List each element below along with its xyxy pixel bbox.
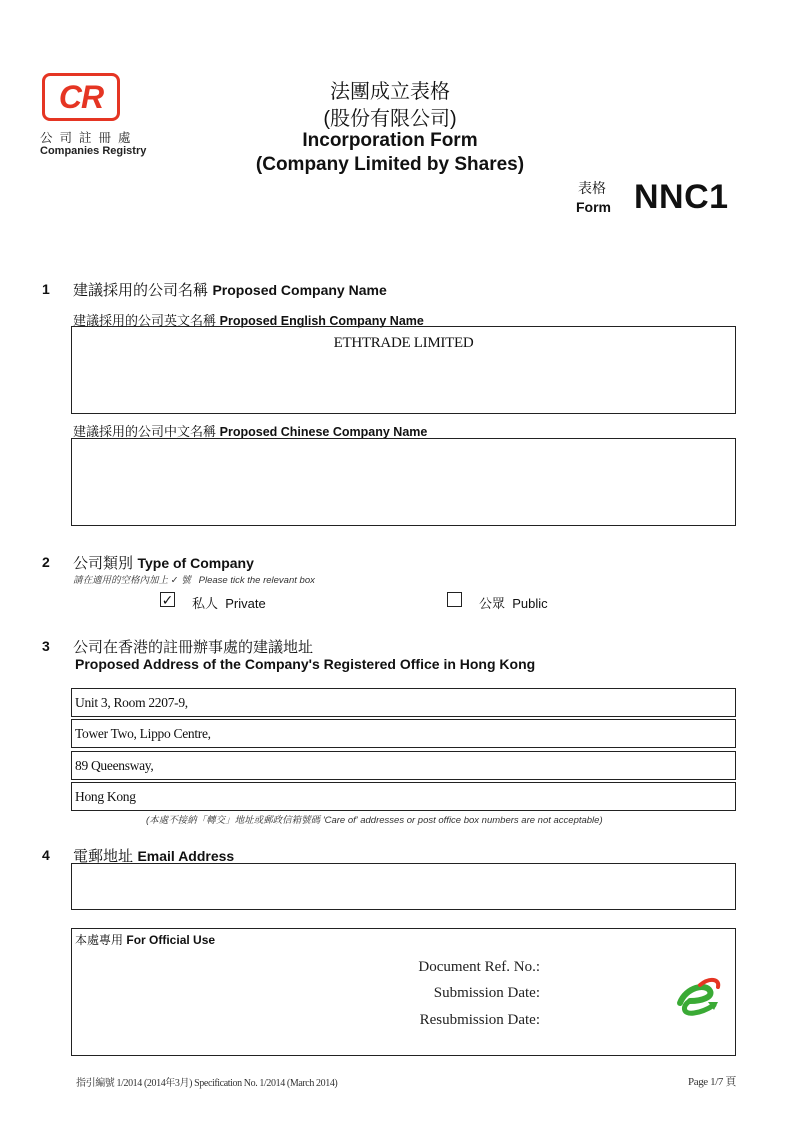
footer-page-number: Page 1/7 頁: [688, 1076, 736, 1088]
private-checkbox[interactable]: ✓: [161, 592, 174, 608]
official-use-label-cn: 本處專用: [75, 933, 124, 947]
submission-date-label: Submission Date:: [433, 985, 540, 1001]
section3-number: 3: [42, 638, 50, 654]
section1-number: 1: [42, 281, 50, 297]
chinese-name-label-en: Proposed Chinese Company Name: [219, 425, 428, 439]
public-label-cn: 公眾: [479, 596, 506, 611]
english-name-label-en: Proposed English Company Name: [219, 314, 424, 328]
document-ref-label: Document Ref. No.:: [418, 959, 540, 975]
private-label-cn: 私人: [192, 596, 219, 611]
official-use-box: [71, 928, 736, 1056]
english-name-value: ETHTRADE LIMITED: [333, 335, 474, 351]
section3-title-chinese: 公司在香港的註冊辦事處的建議地址: [73, 639, 314, 656]
address-line-3[interactable]: 89 Queensway,: [71, 751, 736, 780]
title-chinese-line1: 法團成立表格: [330, 81, 450, 103]
address-line-1[interactable]: Unit 3, Room 2207-9,: [71, 688, 736, 717]
form-label-chinese: 表格: [578, 180, 606, 196]
chinese-name-label-cn: 建議採用的公司中文名稱: [73, 424, 217, 439]
section2-number: 2: [42, 554, 50, 570]
public-checkbox[interactable]: [447, 592, 462, 607]
official-use-label-en: For Official Use: [126, 933, 216, 947]
title-chinese-line2: (股份有限公司): [323, 108, 457, 130]
section2-instruction: [73, 572, 315, 586]
english-name-field[interactable]: [71, 326, 736, 414]
instruction-chinese: 請在適用的空格內加上 ✓ 號: [73, 575, 191, 586]
address-line-4[interactable]: Hong Kong: [71, 782, 736, 811]
address-note: [146, 812, 603, 826]
section1-heading: [73, 279, 387, 300]
chinese-name-field[interactable]: [71, 438, 736, 526]
section4-number: 4: [42, 847, 50, 863]
form-code: NNC1: [634, 178, 729, 216]
section2-title-chinese: 公司類別: [73, 555, 134, 572]
private-option-label: [192, 593, 266, 612]
address-note-en: 'Care of' addresses or post office box numbers are not acceptable): [322, 815, 603, 826]
section1-title-chinese: 建議採用的公司名稱: [73, 282, 209, 299]
public-label-en: Public: [512, 596, 548, 611]
section3-title-english: Proposed Address of the Company's Registered Office in Hong Kong: [75, 656, 536, 672]
form-label-english: Form: [576, 199, 611, 215]
cr-logo-letters: CR: [58, 78, 104, 115]
section2-heading: [73, 552, 254, 573]
title-english-line2: (Company Limited by Shares): [255, 154, 525, 175]
address-line-2[interactable]: Tower Two, Lippo Centre,: [71, 719, 736, 748]
official-use-label: [75, 931, 215, 948]
section4-title-english: Email Address: [137, 848, 235, 864]
private-label-en: Private: [225, 596, 266, 611]
public-option-label: [479, 593, 548, 612]
title-english-line1: Incorporation Form: [302, 130, 478, 151]
footer-specification: 指引編號 1/2014 (2014年3月) Specification No. 1/2014 (March 2014): [76, 1078, 338, 1089]
e-filing-icon: [672, 975, 724, 1019]
logo-english-name: Companies Registry: [40, 145, 147, 157]
instruction-english: Please tick the relevant box: [198, 575, 315, 586]
section2-title-english: Type of Company: [137, 555, 254, 571]
address-note-cn: (本處不接納「轉交」地址或郵政信箱號碼: [146, 815, 321, 826]
section1-title-english: Proposed Company Name: [212, 282, 387, 298]
section4-title-chinese: 電郵地址: [73, 848, 134, 865]
email-field[interactable]: [71, 863, 736, 910]
english-name-label-cn: 建議採用的公司英文名稱: [73, 313, 217, 328]
logo-chinese-name: 公司註冊處: [40, 131, 138, 145]
resubmission-date-label: Resubmission Date:: [419, 1012, 540, 1028]
